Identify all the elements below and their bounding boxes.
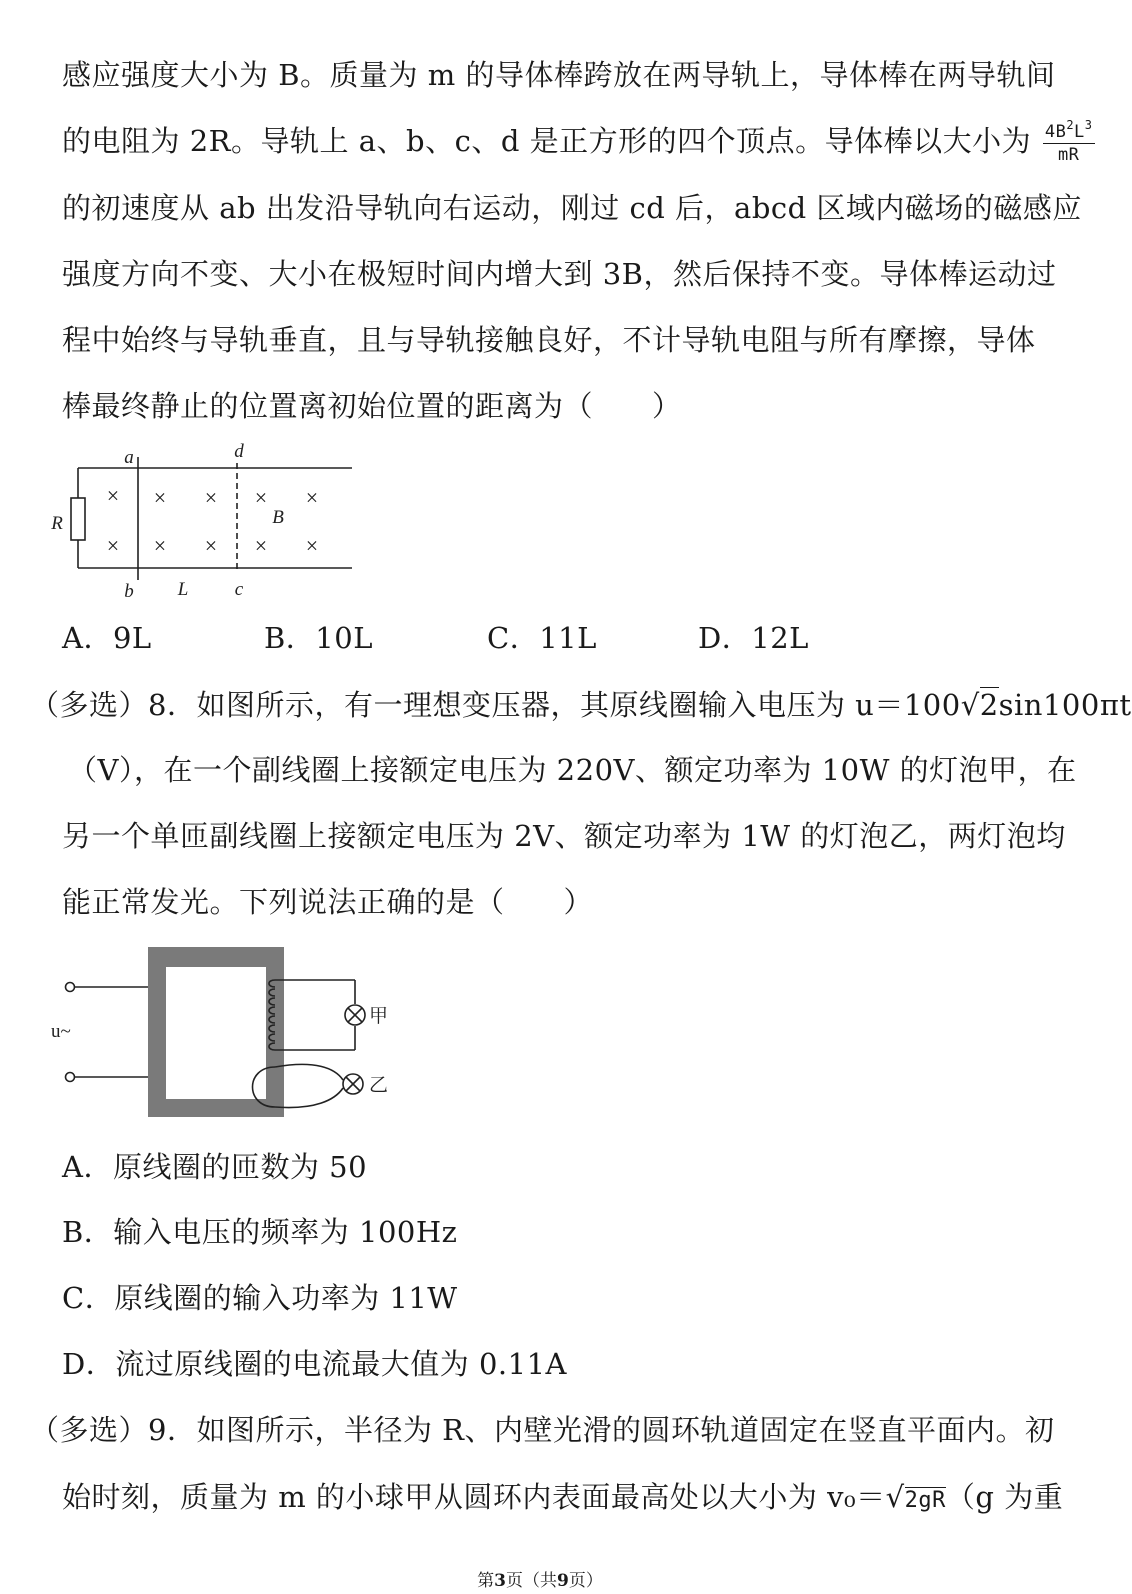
footer-suffix: 页） — [568, 1571, 603, 1591]
q7-line-2 — [62, 117, 1097, 165]
footer-prefix: 第 — [477, 1571, 495, 1591]
q7-option-c: C．11L — [487, 621, 597, 655]
field-cross: × — [153, 533, 167, 558]
label-L: L — [177, 579, 189, 600]
sqrt-radicand: 2gR — [904, 1488, 946, 1513]
q9-line-2 — [62, 1477, 1063, 1521]
q7-line-1: 感应强度大小为 B。质量为 m 的导体棒跨放在两导轨上，导体棒在两导轨间 — [62, 58, 1056, 92]
label-R: R — [51, 513, 63, 534]
field-cross: × — [305, 485, 319, 510]
q8-line-4: 能正常发光。下列说法正确的是（ ） — [62, 885, 594, 919]
label-lamp-yi: 乙 — [369, 1075, 389, 1096]
page-footer — [0, 1566, 1080, 1591]
num-exp-1: 2 — [1066, 117, 1075, 132]
field-cross: × — [254, 485, 268, 510]
field-cross: × — [204, 485, 218, 510]
num-mid: L — [1074, 121, 1085, 142]
label-a: a — [124, 447, 134, 468]
fraction-denominator: mR — [1057, 144, 1080, 165]
q8-line-1-text: （多选）8．如图所示，有一理想变压器，其原线圈输入电压为 u＝100 — [30, 688, 961, 722]
footer-page-number: 3 — [494, 1571, 506, 1591]
footer-total-pages: 9 — [557, 1571, 569, 1591]
sqrt-symbol: √ — [885, 1480, 905, 1514]
field-cross: × — [204, 533, 218, 558]
footer-mid: 页（共 — [506, 1571, 557, 1591]
q8-line-2: （V），在一个副线圈上接额定电压为 220V、额定功率为 10W 的灯泡甲，在 — [68, 753, 1077, 787]
q7-option-d: D．12L — [698, 621, 809, 655]
fraction-numerator — [1043, 117, 1095, 144]
q8-line-3: 另一个单匝副线圈上接额定电压为 2V、额定功率为 1W 的灯泡乙，两灯泡均 — [62, 819, 1066, 853]
field-cross: × — [153, 485, 167, 510]
label-b: b — [124, 581, 134, 602]
q7-line-6: 棒最终静止的位置离初始位置的距离为（ ） — [62, 389, 682, 423]
q7-line-3: 的初速度从 ab 出发沿导轨向右运动，刚过 cd 后，abcd 区域内磁场的磁感应 — [62, 191, 1082, 225]
field-cross: × — [305, 533, 319, 558]
rail-circuit-figure — [40, 435, 370, 610]
velocity-fraction — [1043, 117, 1095, 165]
q8-option-a: A．原线圈的匝数为 50 — [62, 1150, 368, 1184]
q7-option-a: A．9L — [62, 621, 152, 655]
q8-line-1-suffix: sin100πt — [998, 688, 1132, 722]
num-base: 4B — [1044, 121, 1067, 142]
field-cross: × — [106, 533, 120, 558]
q8-line-1 — [30, 685, 1132, 725]
sqrt-radicand: 2 — [979, 688, 999, 722]
label-c: c — [234, 579, 244, 600]
q8-option-c: C．原线圈的输入功率为 11W — [62, 1281, 458, 1315]
transformer-figure — [45, 940, 405, 1125]
q7-option-b: B．10L — [264, 621, 373, 655]
q9-line-1: （多选）9．如图所示，半径为 R、内壁光滑的圆环轨道固定在竖直平面内。初 — [30, 1413, 1055, 1447]
sqrt-symbol: √ — [960, 688, 980, 722]
field-cross: × — [254, 533, 268, 558]
label-u: u~ — [51, 1021, 71, 1042]
num-exp-2: 3 — [1084, 117, 1093, 132]
q8-option-b: B．输入电压的频率为 100Hz — [62, 1215, 458, 1249]
q9-line-2-suffix: （g 为重 — [945, 1480, 1064, 1514]
q7-line-2-text: 的电阻为 2R。导轨上 a、b、c、d 是正方形的四个顶点。导体棒以大小为 — [62, 124, 1032, 158]
label-lamp-jia: 甲 — [369, 1006, 389, 1027]
q7-line-5: 程中始终与导轨垂直，且与导轨接触良好，不计导轨电阻与所有摩擦，导体 — [62, 323, 1036, 357]
q7-line-4: 强度方向不变、大小在极短时间内增大到 3B，然后保持不变。导体棒运动过 — [62, 257, 1057, 291]
q9-line-2-text: 始时刻，质量为 m 的小球甲从圆环内表面最高处以大小为 v₀＝ — [62, 1480, 886, 1514]
q8-option-d: D．流过原线圈的电流最大值为 0.11A — [62, 1347, 567, 1381]
label-d: d — [234, 441, 244, 462]
label-B: B — [272, 507, 284, 528]
field-cross: × — [106, 483, 120, 508]
